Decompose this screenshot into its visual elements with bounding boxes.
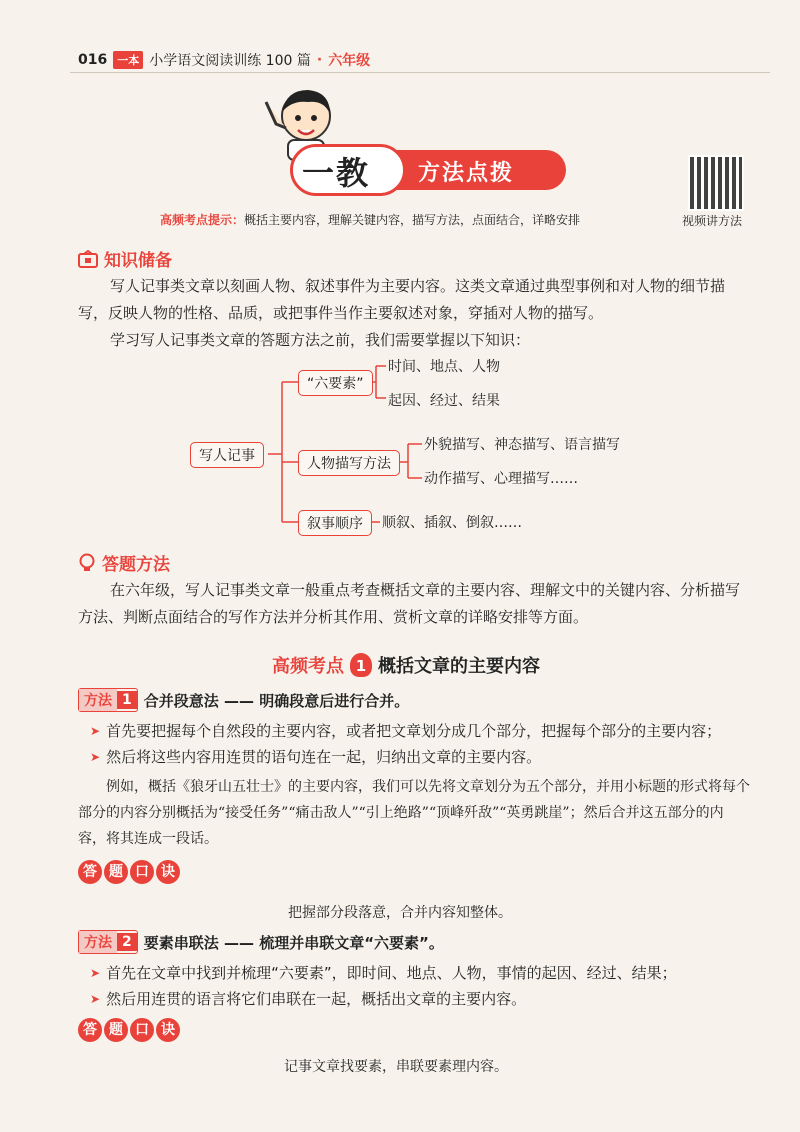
knowledge-heading <box>78 246 172 271</box>
method-1-example: 例如，概括《狼牙山五壮士》的主要内容，我们可以先将文章划分为五个部分，并用小标题的形式将每个部分的内容分别概括为“接受任务”“痛击敌人”“引上绝路”“顶峰歼敌”“英勇跳崖”；然后合并这五部分的内容，将其连成一段话。 <box>78 779 750 847</box>
banner-main-title: 一教 <box>302 154 371 192</box>
method-1-tag: 方法 1 <box>78 688 138 712</box>
knowledge-paragraph-2: 学习写人记事类文章的答题方法之前，我们需要掌握以下知识： <box>110 331 531 349</box>
method-heading <box>78 550 170 575</box>
tree-branch-six-elements: “六要素” <box>298 370 373 396</box>
method-1-title: 合并段意法 —— 明确段意后进行合并。 <box>143 691 410 710</box>
method-1-bullet-2: ➤ 然后将这些内容用连贯的语句连在一起，归纳出文章的主要内容。 <box>90 744 750 770</box>
book-icon <box>78 250 98 268</box>
lightbulb-icon <box>78 553 96 573</box>
koujue-label-1: 答 题 口 诀 <box>78 860 180 884</box>
bullet-icon: ➤ <box>90 750 101 764</box>
method-2-title: 要素串联法 —— 梳理并串联文章“六要素”。 <box>143 933 444 952</box>
book-title: 小学语文阅读训练 100 篇 <box>149 53 311 69</box>
method-title: 答题方法 <box>102 555 170 575</box>
key-point-heading <box>272 652 540 678</box>
running-header <box>78 50 370 70</box>
knowledge-title: 知识储备 <box>104 251 172 271</box>
method-2-bullet-2: ➤ 然后用连贯的语言将它们串联在一起，概括出文章的主要内容。 <box>90 986 750 1012</box>
method-2-heading <box>78 930 444 954</box>
tree-leaf: 动作描写、心理描写…… <box>424 471 578 487</box>
bullet-icon: ➤ <box>90 992 101 1006</box>
hint-label: 高频考点提示： <box>160 213 245 227</box>
key-point-label: 高频考点 <box>272 656 344 677</box>
qr-code[interactable] <box>688 155 744 211</box>
method-paragraph: 在六年级，写人记事类文章一般重点考查概括文章的主要内容、理解文中的关键内容、分析描写方法、判断点面结合的写作方法并分析其作用、赏析文章的详略安排等方面。 <box>78 581 741 626</box>
tree-leaf: 外貌描写、神态描写、语言描写 <box>424 437 620 453</box>
method-2-koujue: 记事文章找要素，串联要素理内容。 <box>284 1059 508 1075</box>
hint-text: 概括主要内容，理解关键内容，描写方法，点面结合，详略安排 <box>244 213 581 227</box>
key-point-title: 概括文章的主要内容 <box>378 656 540 677</box>
series-logo: 一本 <box>113 51 143 69</box>
tree-root: 写人记事 <box>190 442 264 468</box>
method-2-tag: 方法 2 <box>78 930 138 954</box>
page-number: 016 <box>78 52 108 68</box>
method-1-bullet-1: ➤ 首先要把握每个自然段的主要内容，或者把文章划分成几个部分，把握每个部分的主要内容； <box>90 718 750 744</box>
tree-leaf: 顺叙、插叙、倒叙…… <box>382 515 522 531</box>
method-1-koujue: 把握部分段落意，合并内容知整体。 <box>288 905 512 921</box>
tree-leaf: 起因、经过、结果 <box>388 393 500 409</box>
mind-map <box>190 352 660 542</box>
method-1-heading <box>78 688 409 712</box>
tree-branch-description: 人物描写方法 <box>298 450 400 476</box>
method-2-bullet-1: ➤ 首先在文章中找到并梳理“六要素”，即时间、地点、人物，事情的起因、经过、结果； <box>90 960 750 986</box>
knowledge-paragraph-1: 写人记事类文章以刻画人物、叙述事件为主要内容。这类文章通过典型事例和对人物的细节描写，反映人物的性格、品质，或把事件当作主要叙述对象，穿插对人物的描写。 <box>78 277 726 322</box>
bullet-icon: ➤ <box>90 966 101 980</box>
flame-number-icon: 1 <box>350 653 372 677</box>
header-divider <box>70 72 770 73</box>
tree-leaf: 时间、地点、人物 <box>388 359 500 375</box>
bullet-icon: ➤ <box>90 724 101 738</box>
banner-subtitle: 方法点拨 <box>418 161 515 186</box>
qr-caption: 视频讲方法 <box>682 214 743 228</box>
tree-branch-order: 叙事顺序 <box>298 510 372 536</box>
grade-dot: · <box>316 52 323 68</box>
grade-label: 六年级 <box>328 53 371 69</box>
koujue-label-2: 答 题 口 诀 <box>78 1018 180 1042</box>
section-banner <box>290 146 570 196</box>
exam-point-hint <box>160 211 580 228</box>
